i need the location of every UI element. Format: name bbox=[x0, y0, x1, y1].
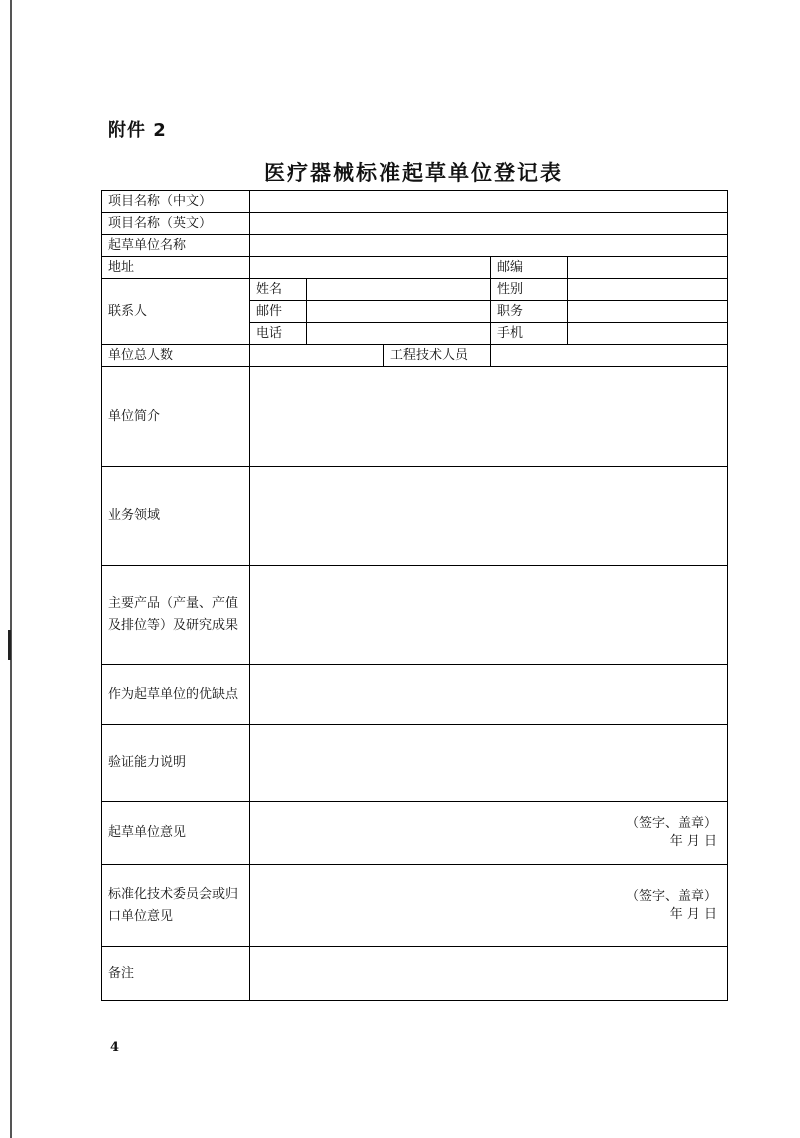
drafting-unit-name-field[interactable] bbox=[250, 235, 728, 257]
project-name-cn-field[interactable] bbox=[250, 191, 728, 213]
business-area-field[interactable] bbox=[250, 467, 728, 566]
table-row bbox=[102, 725, 728, 802]
business-area-label: 业务领域 bbox=[102, 467, 250, 566]
table-row bbox=[102, 947, 728, 1001]
unit-profile-field[interactable] bbox=[250, 367, 728, 467]
table-row bbox=[102, 257, 728, 279]
table-row bbox=[102, 566, 728, 665]
pros-cons-field[interactable] bbox=[250, 665, 728, 725]
verification-label: 验证能力说明 bbox=[102, 725, 250, 802]
position-label: 职务 bbox=[491, 301, 568, 323]
drafting-unit-name-label: 起草单位名称 bbox=[102, 235, 250, 257]
gender-label: 性别 bbox=[491, 279, 568, 301]
sign-seal-text: （签字、盖章） bbox=[626, 888, 718, 904]
date-text: 年 月 日 bbox=[669, 906, 718, 922]
name-field[interactable] bbox=[307, 279, 491, 301]
drafting-opinion-field[interactable] bbox=[250, 802, 728, 865]
contact-label: 联系人 bbox=[102, 279, 250, 345]
postcode-field[interactable] bbox=[568, 257, 728, 279]
registration-table bbox=[101, 190, 728, 1001]
email-field[interactable] bbox=[307, 301, 491, 323]
mobile-field[interactable] bbox=[568, 323, 728, 345]
form-title: 医疗器械标准起草单位登记表 bbox=[264, 161, 563, 185]
table-row bbox=[102, 235, 728, 257]
address-field[interactable] bbox=[250, 257, 491, 279]
table-row bbox=[102, 345, 728, 367]
total-staff-field[interactable] bbox=[250, 345, 384, 367]
drafting-opinion-label: 起草单位意见 bbox=[102, 802, 250, 865]
mobile-label: 手机 bbox=[491, 323, 568, 345]
engineering-staff-label: 工程技术人员 bbox=[384, 345, 491, 367]
remarks-field[interactable] bbox=[250, 947, 728, 1001]
date-text: 年 月 日 bbox=[669, 834, 718, 849]
committee-opinion-field[interactable] bbox=[250, 865, 728, 947]
committee-opinion-label: 标准化技术委员会或归口单位意见 bbox=[102, 865, 250, 947]
scan-edge-line bbox=[10, 0, 12, 1138]
table-row bbox=[102, 191, 728, 213]
phone-label: 电话 bbox=[250, 323, 307, 345]
table-row bbox=[102, 367, 728, 467]
name-label: 姓名 bbox=[250, 279, 307, 301]
project-name-en-field[interactable] bbox=[250, 213, 728, 235]
sign-seal-text: （签字、盖章） bbox=[626, 816, 718, 831]
main-products-field[interactable] bbox=[250, 566, 728, 665]
address-label: 地址 bbox=[102, 257, 250, 279]
project-name-en-label: 项目名称（英文） bbox=[102, 213, 250, 235]
project-name-cn-label: 项目名称（中文） bbox=[102, 191, 250, 213]
attachment-label: 附件 2 bbox=[108, 120, 167, 141]
engineering-staff-field[interactable] bbox=[491, 345, 728, 367]
total-staff-label: 单位总人数 bbox=[102, 345, 250, 367]
remarks-label: 备注 bbox=[102, 947, 250, 1001]
pros-cons-label: 作为起草单位的优缺点 bbox=[102, 665, 250, 725]
main-products-label: 主要产品（产量、产值及排位等）及研究成果 bbox=[102, 566, 250, 665]
gender-field[interactable] bbox=[568, 279, 728, 301]
table-row bbox=[102, 665, 728, 725]
table-row bbox=[102, 279, 728, 301]
table-row bbox=[102, 865, 728, 947]
table-row bbox=[102, 213, 728, 235]
verification-field[interactable] bbox=[250, 725, 728, 802]
position-field[interactable] bbox=[568, 301, 728, 323]
table-row bbox=[102, 467, 728, 566]
page-number: 4 bbox=[110, 1040, 120, 1055]
table-row bbox=[102, 802, 728, 865]
postcode-label: 邮编 bbox=[491, 257, 568, 279]
phone-field[interactable] bbox=[307, 323, 491, 345]
unit-profile-label: 单位简介 bbox=[102, 367, 250, 467]
email-label: 邮件 bbox=[250, 301, 307, 323]
scan-edge-mark bbox=[8, 630, 11, 660]
